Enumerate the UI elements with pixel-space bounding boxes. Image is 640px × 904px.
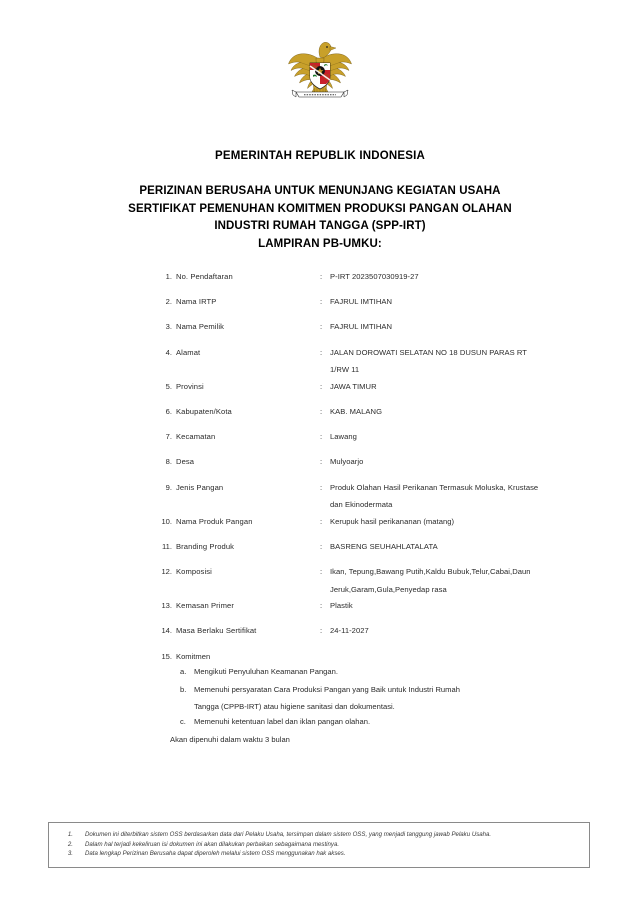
field-row-provinsi xyxy=(0,382,640,399)
country-heading: PEMERINTAH REPUBLIK INDONESIA xyxy=(214,150,426,162)
commitment-letter: b. xyxy=(180,684,187,694)
field-value-line-2: 1/RW 11 xyxy=(330,365,360,375)
field-value xyxy=(330,567,578,595)
field-number: 11. xyxy=(162,541,172,551)
field-value: Plastik xyxy=(330,601,353,611)
certificate-fields xyxy=(0,272,640,749)
commitment-text: Mengikuti Penyuluhan Keamanan Pangan. xyxy=(194,666,338,676)
field-row-nama-produk-pangan xyxy=(0,517,640,534)
field-row-nama-irtp xyxy=(0,297,640,314)
title-line-4: LAMPIRAN PB-UMKU: xyxy=(258,237,382,250)
disclaimer-number: 3. xyxy=(67,850,73,858)
field-value xyxy=(330,348,578,376)
disclaimer-text: Dalam hal terjadi kekeliruan isi dokumen ini akan dilakukan perbaikan sebagaimana mestinya. xyxy=(85,840,340,848)
title-line-2: SERTIFIKAT PEMENUHAN KOMITMEN PRODUKSI PANGAN OLAHAN xyxy=(128,202,512,215)
field-separator: : xyxy=(320,457,323,467)
field-row-kecamatan xyxy=(0,432,640,449)
field-label: Nama IRTP xyxy=(176,297,217,307)
field-value: Mulyoarjo xyxy=(330,457,364,467)
field-row-kemasan-primer xyxy=(0,601,640,618)
field-row-komposisi xyxy=(0,567,640,593)
field-row-kabupaten-kota xyxy=(0,407,640,424)
field-value: KAB. MALANG xyxy=(330,406,383,416)
field-value: Lawang xyxy=(330,432,357,442)
title-line-1: PERIZINAN BERUSAHA UNTUK MENUNJANG KEGIATAN USAHA xyxy=(139,185,501,197)
field-row-jenis-pangan xyxy=(0,483,640,509)
field-number: 9. xyxy=(165,482,172,492)
field-value: 24-11-2027 xyxy=(330,626,369,636)
commitment-letter: c. xyxy=(180,716,186,726)
field-label: Kemasan Primer xyxy=(176,601,234,611)
field-row-no-pendaftaran xyxy=(0,272,640,289)
field-row-komitmen xyxy=(0,652,640,667)
field-number: 7. xyxy=(165,432,172,442)
commitment-item-c xyxy=(0,717,640,728)
field-separator: : xyxy=(320,381,323,391)
field-label: Nama Pemilik xyxy=(176,322,225,332)
field-value-line-1: JALAN DOROWATI SELATAN NO 18 DUSUN PARAS RT xyxy=(330,347,527,357)
field-separator: : xyxy=(320,322,323,332)
commitment-item-b xyxy=(0,685,640,710)
field-value: P-IRT 2023507030919-27 xyxy=(330,272,419,281)
field-separator: : xyxy=(320,567,323,577)
field-number: 5. xyxy=(165,381,172,391)
field-label: Kecamatan xyxy=(176,432,216,442)
field-label: Komitmen xyxy=(176,651,211,661)
disclaimer-item xyxy=(49,840,589,850)
document-heading xyxy=(0,183,640,253)
field-value xyxy=(330,483,578,511)
field-separator: : xyxy=(320,432,323,442)
field-row-desa xyxy=(0,457,640,474)
field-separator: : xyxy=(320,601,323,611)
document-title-block xyxy=(0,148,640,253)
commitment-deadline-note xyxy=(0,735,640,749)
commitment-letter: a. xyxy=(180,666,187,676)
field-separator: : xyxy=(320,297,323,307)
garuda-pancasila-emblem xyxy=(287,40,353,102)
field-row-branding-produk xyxy=(0,542,640,559)
field-number: 13. xyxy=(161,601,172,611)
field-value: BASRENG SEUHAHLATALATA xyxy=(330,541,438,551)
commitment-text-line-2: Tangga (CPPB-IRT) atau higiene sanitasi dan dokumentasi. xyxy=(194,702,395,712)
field-separator: : xyxy=(320,482,323,492)
commitment-text xyxy=(194,685,524,713)
field-label: Kabupaten/Kota xyxy=(176,406,232,416)
commitment-note-text: Akan dipenuhi dalam waktu 3 bulan xyxy=(170,734,290,744)
pancasila-shield xyxy=(310,63,330,89)
field-value: FAJRUL IMTIHAN xyxy=(330,322,393,332)
field-separator: : xyxy=(320,516,323,526)
disclaimer-item xyxy=(49,849,589,859)
field-label: Masa Berlaku Sertifikat xyxy=(176,626,257,636)
commitment-text: Memenuhi ketentuan label dan iklan pangan olahan. xyxy=(194,716,371,726)
field-number: 10. xyxy=(161,516,172,526)
commitment-text-line-1: Memenuhi persyaratan Cara Produksi Pangan yang Baik untuk Industri Rumah xyxy=(194,684,460,694)
field-number: 14. xyxy=(161,626,172,636)
disclaimer-number: 2. xyxy=(67,840,73,848)
field-number: 6. xyxy=(165,406,172,416)
field-separator: : xyxy=(320,272,323,281)
field-label: Desa xyxy=(176,457,195,467)
field-label: Provinsi xyxy=(176,381,204,391)
field-label: Branding Produk xyxy=(176,541,235,551)
emblem-container xyxy=(0,40,640,102)
field-value-line-2: Jeruk,Garam,Gula,Penyedap rasa xyxy=(330,584,447,594)
field-value-line-1: Produk Olahan Hasil Perikanan Termasuk Moluska, Krustase xyxy=(330,482,539,492)
field-label: Nama Produk Pangan xyxy=(176,516,253,526)
field-value-line-1: Ikan, Tepung,Bawang Putih,Kaldu Bubuk,Telur,Cabai,Daun xyxy=(330,567,531,577)
field-value-line-2: dan Ekinodermata xyxy=(330,500,393,509)
field-separator: : xyxy=(320,347,323,357)
field-number: 12. xyxy=(161,567,172,577)
field-number: 4. xyxy=(165,347,172,357)
field-number: 2. xyxy=(165,297,172,307)
field-label: Alamat xyxy=(176,347,201,357)
disclaimer-text: Data lengkap Perizinan Berusaha dapat diperoleh melalui sistem OSS menggunakan hak akses. xyxy=(85,850,346,858)
field-number: 8. xyxy=(165,457,172,467)
field-number: 1. xyxy=(165,272,172,281)
field-separator: : xyxy=(320,626,323,636)
disclaimer-box xyxy=(48,822,590,868)
field-value: Kerupuk hasil perikananan (matang) xyxy=(330,516,455,526)
field-number: 15. xyxy=(161,651,172,661)
disclaimer-item xyxy=(49,830,589,840)
field-row-masa-berlaku-sertifikat xyxy=(0,626,640,643)
field-value: JAWA TIMUR xyxy=(330,381,377,391)
field-label: Komposisi xyxy=(176,567,212,577)
field-row-alamat xyxy=(0,348,640,374)
commitment-item-a xyxy=(0,667,640,678)
field-value: FAJRUL IMTIHAN xyxy=(330,297,393,307)
disclaimer-text: Dokumen ini diterbitkan sistem OSS berdasarkan data dari Pelaku Usaha, tersimpan dalam sistem OSS, yang menjadi tanggung jawab Pelaku Usaha. xyxy=(85,831,492,838)
field-separator: : xyxy=(320,541,323,551)
field-label: Jenis Pangan xyxy=(176,482,224,492)
title-line-3: INDUSTRI RUMAH TANGGA (SPP-IRT) xyxy=(214,220,426,232)
field-label: No. Pendaftaran xyxy=(176,272,233,281)
field-number: 3. xyxy=(165,322,172,332)
field-separator: : xyxy=(320,406,323,416)
field-row-nama-pemilik xyxy=(0,322,640,339)
disclaimer-number: 1. xyxy=(67,831,73,838)
